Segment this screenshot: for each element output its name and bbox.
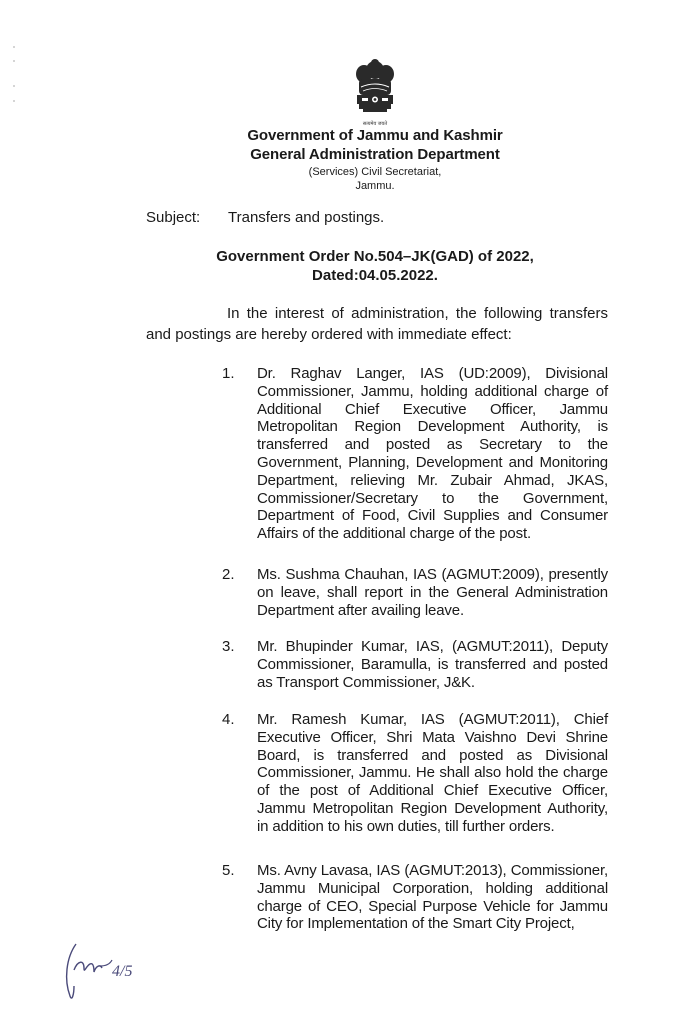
item-number: 5. — [222, 862, 235, 879]
item-text: Ms. Avny Lavasa, IAS (AGMUT:2013), Commissioner, Jammu Municipal Corporation, holding additional charge of CEO, Special Purpose Vehicle for Jammu City for Implementation of the Smart City Project, — [257, 862, 608, 933]
item-number: 4. — [222, 711, 235, 728]
scan-speck — [13, 100, 15, 102]
item-text: Ms. Sushma Chauhan, IAS (AGMUT:2009), presently on leave, shall report in the General Administration Department after availing leave. — [257, 566, 608, 619]
item-text: Mr. Ramesh Kumar, IAS (AGMUT:2011), Chief Executive Officer, Shri Mata Vaishno Devi Shrine Board, is transferred and posted as Divisional Commissioner, Jammu. He shall also hold the charge of the post of Additional Chief Executive Officer, Jammu Metropolitan Region Development Authority, in addition to his own duties, till further orders. — [257, 711, 608, 835]
subject-label: Subject: — [146, 209, 201, 226]
item-text: Dr. Raghav Langer, IAS (UD:2009), Divisional Commissioner, Jammu, holding additional charge of Additional Chief Executive Officer, Jammu Metropolitan Region Development Authority, is transferred and posted as Secretary to the Government, Planning, Development and Monitoring Department, relieving Mr. Zubair Ahmad, JKAS, Commissioner/Secretary to the Government, Department of Food, Civil Supplies and Consumer Affairs of the additional charge of the post. — [257, 365, 608, 543]
header-city: Jammu. — [355, 180, 395, 192]
order-number: Government Order No.504–JK(GAD) of 2022, — [216, 248, 534, 265]
scan-speck — [13, 60, 15, 62]
item-number: 2. — [222, 566, 235, 583]
scan-speck — [13, 46, 15, 48]
subject-text: Transfers and postings. — [228, 209, 385, 226]
header-government: Government of Jammu and Kashmir — [247, 127, 503, 144]
item-number: 3. — [222, 638, 235, 655]
emblem-motto: सत्यमेव जयते — [362, 121, 388, 127]
header-department: General Administration Department — [250, 146, 500, 163]
order-date: Dated:04.05.2022. — [312, 267, 438, 284]
signature-initials: 4/5 — [112, 963, 133, 980]
item-number: 1. — [222, 365, 235, 382]
intro-paragraph: In the interest of administration, the following transfers and postings are hereby ordered with immediate effect: — [146, 305, 608, 343]
scan-speck — [13, 85, 15, 87]
header-office: (Services) Civil Secretariat, — [308, 166, 442, 178]
handwritten-signature — [62, 936, 152, 1006]
item-text: Mr. Bhupinder Kumar, IAS, (AGMUT:2011), Deputy Commissioner, Baramulla, is transferred and posted as Transport Commissioner, J&K. — [257, 638, 608, 691]
national-emblem-icon — [345, 57, 405, 125]
